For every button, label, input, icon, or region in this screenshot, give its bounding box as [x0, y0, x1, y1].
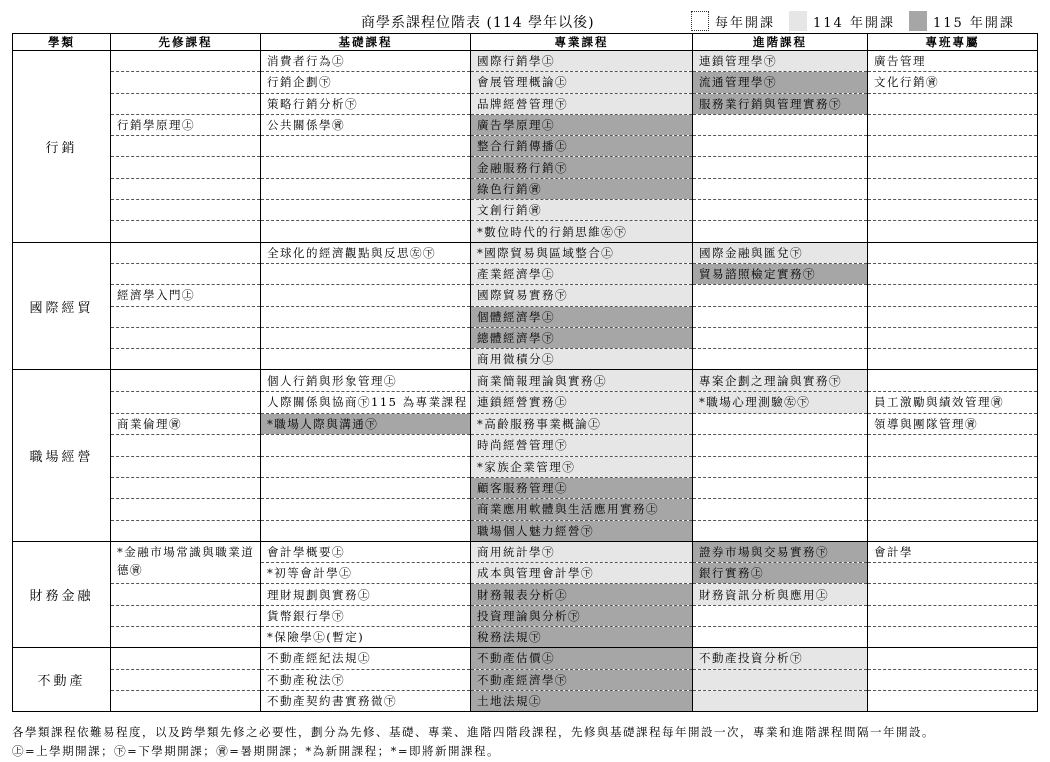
course-cell-special-class — [868, 327, 1038, 348]
course-cell-special-class — [868, 114, 1038, 135]
course-cell-basic: *保險學㊤(暫定) — [261, 627, 471, 648]
table-row — [13, 391, 1038, 413]
course-cell-special-class: 領導與團隊管理㊮ — [868, 414, 1038, 435]
course-cell-advanced: 專案企劃之理論與實務㊦ — [693, 370, 868, 391]
course-cell-special-class — [868, 627, 1038, 648]
table-row — [13, 263, 1038, 284]
course-cell-professional: 綠色行銷㊮ — [471, 178, 693, 199]
course-cell-prerequisite — [111, 221, 261, 242]
header-advanced: 進階課程 — [693, 34, 868, 51]
course-cell-special-class: 廣告管理 — [868, 51, 1038, 72]
course-cell-basic — [261, 136, 471, 157]
course-cell-advanced: 流通管理學㊦ — [693, 72, 868, 93]
course-cell-advanced: 銀行實務㊤ — [693, 563, 868, 584]
course-cell-advanced — [693, 285, 868, 306]
course-cell-professional: 國際貿易實務㊦ — [471, 285, 693, 306]
course-cell-basic: 策略行銷分析㊦ — [261, 93, 471, 114]
course-cell-professional: 國際行銷學㊤ — [471, 51, 693, 72]
course-cell-advanced — [693, 414, 868, 435]
course-cell-professional: 會展管理概論㊤ — [471, 72, 693, 93]
legend — [691, 11, 1015, 31]
course-cell-prerequisite — [111, 263, 261, 284]
course-cell-professional: 連鎖經營實務㊤ — [471, 391, 693, 413]
course-cell-professional: 財務報表分析㊤ — [471, 584, 693, 605]
course-cell-professional: 商用微積分㊤ — [471, 349, 693, 370]
course-cell-advanced — [693, 456, 868, 477]
course-cell-prerequisite — [111, 648, 261, 669]
course-cell-basic: 貨幣銀行學㊦ — [261, 605, 471, 626]
category-cell: 不動產 — [13, 648, 111, 712]
table-row — [13, 370, 1038, 391]
course-cell-advanced — [693, 520, 868, 541]
course-cell-professional: 不動產經濟學㊦ — [471, 669, 693, 690]
table-row — [13, 157, 1038, 178]
course-cell-advanced — [693, 605, 868, 626]
legend-swatch-114 — [789, 11, 807, 31]
table-row — [13, 327, 1038, 348]
course-cell-prerequisite — [111, 72, 261, 93]
course-cell-basic: 公共關係學㊮ — [261, 114, 471, 135]
course-cell-professional: 整合行銷傳播㊤ — [471, 136, 693, 157]
course-cell-advanced — [693, 349, 868, 370]
table-row — [13, 690, 1038, 711]
course-cell-professional: 顧客服務管理㊤ — [471, 477, 693, 498]
course-cell-advanced: 不動產投資分析㊦ — [693, 648, 868, 669]
course-cell-prerequisite — [111, 349, 261, 370]
course-cell-basic — [261, 221, 471, 242]
course-cell-special-class — [868, 285, 1038, 306]
course-cell-professional: 投資理論與分析㊦ — [471, 605, 693, 626]
header-category: 學類 — [13, 34, 111, 51]
course-cell-professional: 商業簡報理論與實務㊤ — [471, 370, 693, 391]
course-cell-professional: *高齡服務事業概論㊤ — [471, 414, 693, 435]
course-cell-special-class — [868, 221, 1038, 242]
course-cell-prerequisite — [111, 93, 261, 114]
course-cell-prerequisite — [111, 456, 261, 477]
table-row — [13, 242, 1038, 263]
table-row — [13, 520, 1038, 541]
course-cell-professional: 成本與管理會計學㊦ — [471, 563, 693, 584]
course-cell-special-class: 會計學 — [868, 541, 1038, 562]
table-row — [13, 499, 1038, 520]
course-cell-special-class — [868, 563, 1038, 584]
course-cell-prerequisite — [111, 327, 261, 348]
course-cell-special-class — [868, 93, 1038, 114]
course-cell-professional: 個體經濟學㊤ — [471, 306, 693, 327]
course-cell-basic: 不動產契約書實務微㊦ — [261, 690, 471, 711]
table-row — [13, 114, 1038, 135]
course-cell-special-class: 員工激勵與績效管理㊮ — [868, 391, 1038, 413]
course-cell-special-class — [868, 306, 1038, 327]
course-cell-basic — [261, 285, 471, 306]
course-cell-special-class — [868, 178, 1038, 199]
course-cell-basic — [261, 349, 471, 370]
table-row — [13, 349, 1038, 370]
course-cell-professional: *數位時代的行銷思維㊧㊦ — [471, 221, 693, 242]
footnote-symbols: ㊤=上學期開課；㊦=下學期開課；㊮=暑期開課；*為新開課程；*=即將新開課程。 — [12, 744, 501, 758]
course-cell-advanced — [693, 669, 868, 690]
course-cell-professional: 土地法規㊤ — [471, 690, 693, 711]
course-cell-special-class — [868, 499, 1038, 520]
course-cell-special-class — [868, 648, 1038, 669]
course-cell-special-class — [868, 690, 1038, 711]
table-header-row — [13, 34, 1038, 51]
course-cell-basic: 不動產經紀法規㊤ — [261, 648, 471, 669]
course-cell-basic: *職場人際與溝通㊦ — [261, 414, 471, 435]
course-cell-special-class — [868, 263, 1038, 284]
header-prerequisite: 先修課程 — [111, 34, 261, 51]
course-cell-professional: *國際貿易與區域整合㊤ — [471, 242, 693, 263]
legend-label-114: 114 年開課 — [813, 15, 895, 31]
category-cell: 職場經營 — [13, 370, 111, 541]
table-row — [13, 648, 1038, 669]
course-cell-advanced — [693, 221, 868, 242]
course-cell-professional: 產業經濟學㊤ — [471, 263, 693, 284]
table-row — [13, 669, 1038, 690]
course-cell-special-class — [868, 157, 1038, 178]
course-cell-basic — [261, 157, 471, 178]
course-cell-professional: 稅務法規㊦ — [471, 627, 693, 648]
course-cell-basic: 會計學概要㊤ — [261, 541, 471, 562]
course-cell-prerequisite — [111, 51, 261, 72]
course-table — [12, 33, 1038, 712]
header-basic: 基礎課程 — [261, 34, 471, 51]
table-row — [13, 93, 1038, 114]
course-cell-professional: 時尚經營管理㊦ — [471, 435, 693, 456]
course-cell-prerequisite — [111, 200, 261, 221]
course-cell-prerequisite — [111, 391, 261, 413]
course-cell-advanced — [693, 327, 868, 348]
course-cell-basic — [261, 263, 471, 284]
course-cell-basic — [261, 327, 471, 348]
table-row — [13, 605, 1038, 626]
course-cell-prerequisite — [111, 178, 261, 199]
course-cell-advanced — [693, 627, 868, 648]
course-cell-prerequisite — [111, 242, 261, 263]
course-cell-special-class — [868, 200, 1038, 221]
course-cell-professional: 商用統計學㊦ — [471, 541, 693, 562]
course-cell-advanced — [693, 136, 868, 157]
course-cell-advanced: *職場心理測驗㊧㊦ — [693, 391, 868, 413]
table-row — [13, 435, 1038, 456]
course-cell-advanced — [693, 114, 868, 135]
course-cell-professional: 職場個人魅力經營㊦ — [471, 520, 693, 541]
footnote-course-levels: 各學類課程依難易程度，以及跨學類先修之必要性，劃分為先修、基礎、專業、進階四階段課程，先修與基礎課程每年開設一次，專業和進階課程間隔一年開設。 — [12, 725, 935, 739]
course-cell-advanced — [693, 477, 868, 498]
course-cell-basic: 不動產稅法㊦ — [261, 669, 471, 690]
course-cell-prerequisite — [111, 605, 261, 626]
course-cell-advanced: 國際金融與匯兌㊦ — [693, 242, 868, 263]
course-cell-prerequisite — [111, 690, 261, 711]
course-cell-advanced — [693, 306, 868, 327]
course-cell-advanced — [693, 157, 868, 178]
course-cell-advanced — [693, 499, 868, 520]
course-cell-special-class — [868, 605, 1038, 626]
course-cell-basic: 消費者行為㊤ — [261, 51, 471, 72]
course-cell-special-class — [868, 669, 1038, 690]
course-cell-special-class — [868, 136, 1038, 157]
course-cell-prerequisite — [111, 306, 261, 327]
course-cell-prerequisite — [111, 370, 261, 391]
course-cell-prerequisite — [111, 584, 261, 605]
table-row — [13, 136, 1038, 157]
course-cell-professional: 文創行銷㊮ — [471, 200, 693, 221]
course-cell-special-class — [868, 370, 1038, 391]
table-row — [13, 285, 1038, 306]
course-cell-basic — [261, 456, 471, 477]
course-cell-basic: 行銷企劃㊦ — [261, 72, 471, 93]
category-cell: 財務金融 — [13, 541, 111, 647]
course-cell-basic: 理財規劃與實務㊤ — [261, 584, 471, 605]
course-cell-basic — [261, 435, 471, 456]
course-cell-special-class — [868, 349, 1038, 370]
category-cell: 國際經貿 — [13, 242, 111, 370]
course-cell-prerequisite — [111, 157, 261, 178]
legend-label-every-year: 每年開課 — [715, 15, 776, 31]
course-cell-prerequisite — [111, 499, 261, 520]
course-cell-professional: 總體經濟學㊦ — [471, 327, 693, 348]
table-row — [13, 477, 1038, 498]
course-cell-special-class — [868, 456, 1038, 477]
legend-swatch-115 — [909, 11, 927, 31]
course-cell-special-class — [868, 477, 1038, 498]
course-cell-advanced: 服務業行銷與管理實務㊦ — [693, 93, 868, 114]
course-cell-basic — [261, 306, 471, 327]
course-cell-professional: 商業應用軟體與生活應用實務㊤ — [471, 499, 693, 520]
course-cell-prerequisite: 經濟學入門㊤ — [111, 285, 261, 306]
course-cell-prerequisite — [111, 136, 261, 157]
course-cell-special-class — [868, 520, 1038, 541]
page-title: 商學系課程位階表 (114 學年以後) — [361, 15, 595, 31]
course-cell-professional: 不動產估價㊤ — [471, 648, 693, 669]
course-cell-basic: *初等會計學㊤ — [261, 563, 471, 584]
course-cell-prerequisite: 商業倫理㊮ — [111, 414, 261, 435]
course-cell-special-class — [868, 584, 1038, 605]
course-cell-professional: 廣告學原理㊤ — [471, 114, 693, 135]
course-cell-basic: 個人行銷與形象管理㊤ — [261, 370, 471, 391]
course-cell-advanced — [693, 178, 868, 199]
table-row — [13, 541, 1038, 562]
legend-label-115: 115 年開課 — [932, 15, 1015, 31]
course-cell-basic — [261, 520, 471, 541]
table-row — [13, 456, 1038, 477]
course-cell-special-class — [868, 242, 1038, 263]
course-cell-special-class: 文化行銷㊮ — [868, 72, 1038, 93]
table-row — [13, 221, 1038, 242]
course-cell-basic: 全球化的經濟觀點與反思㊧㊦ — [261, 242, 471, 263]
course-cell-advanced: 財務資訊分析與應用㊤ — [693, 584, 868, 605]
course-cell-advanced — [693, 690, 868, 711]
course-cell-advanced: 連鎖管理學㊦ — [693, 51, 868, 72]
course-cell-advanced — [693, 435, 868, 456]
course-cell-professional: 金融服務行銷㊦ — [471, 157, 693, 178]
course-cell-prerequisite — [111, 435, 261, 456]
table-row — [13, 200, 1038, 221]
course-cell-professional: *家族企業管理㊦ — [471, 456, 693, 477]
course-cell-advanced: 證券市場與交易實務㊦ — [693, 541, 868, 562]
course-cell-prerequisite — [111, 669, 261, 690]
course-cell-prerequisite — [111, 627, 261, 648]
table-row — [13, 584, 1038, 605]
course-cell-basic — [261, 499, 471, 520]
table-row — [13, 627, 1038, 648]
header-special-class: 專班專屬 — [868, 34, 1038, 51]
course-cell-professional: 品牌經營管理㊦ — [471, 93, 693, 114]
course-cell-prerequisite: *金融市場常識與職業道德㊮ — [111, 541, 261, 584]
category-cell: 行銷 — [13, 51, 111, 243]
table-row — [13, 306, 1038, 327]
course-cell-basic — [261, 200, 471, 221]
course-cell-basic — [261, 477, 471, 498]
course-cell-prerequisite — [111, 520, 261, 541]
legend-swatch-every-year — [691, 11, 709, 31]
header-professional: 專業課程 — [471, 34, 693, 51]
table-row — [13, 414, 1038, 435]
course-cell-advanced: 貿易諮照檢定實務㊦ — [693, 263, 868, 284]
table-row — [13, 51, 1038, 72]
course-cell-prerequisite: 行銷學原理㊤ — [111, 114, 261, 135]
course-cell-basic — [261, 178, 471, 199]
header-row — [0, 8, 1050, 34]
course-cell-special-class — [868, 435, 1038, 456]
table-row — [13, 72, 1038, 93]
course-cell-prerequisite — [111, 477, 261, 498]
course-cell-advanced — [693, 200, 868, 221]
course-cell-basic: 人際關係與協商㊦115 為專業課程 — [261, 391, 471, 413]
table-row — [13, 178, 1038, 199]
